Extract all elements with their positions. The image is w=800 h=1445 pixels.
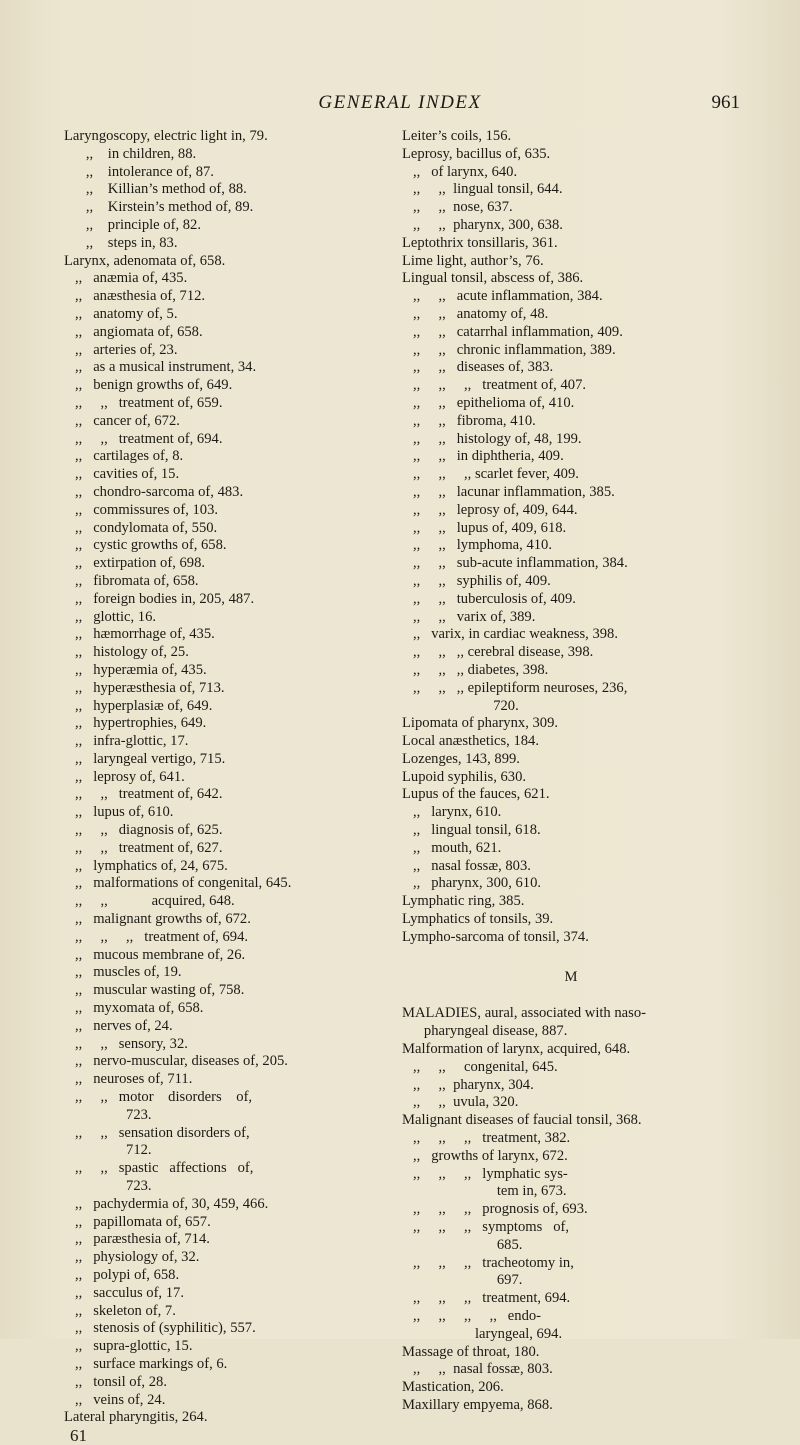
index-entry: ,, ,, ,, cerebral disease, 398. <box>402 644 594 661</box>
index-entry: ,, hyperplasiæ of, 649. <box>64 697 213 714</box>
index-entry: ,, ,, nose, 637. <box>402 199 513 216</box>
index-entry: ,, cavities of, 15. <box>64 466 180 483</box>
index-entry: ,, ,, anatomy of, 48. <box>402 305 549 322</box>
index-entry: Massage of throat, 180. <box>402 1343 540 1360</box>
index-entry: ,, ,, ,, treatment, 694. <box>402 1290 571 1307</box>
index-entry: Lozenges, 143, 899. <box>402 750 520 767</box>
index-entry: ,, ,, catarrhal inflammation, 409. <box>402 323 623 340</box>
index-entry: laryngeal, 694. <box>402 1325 563 1342</box>
index-entry: ,, ,, sensory, 32. <box>64 1035 188 1052</box>
index-entry: ,, hyperæmia of, 435. <box>64 661 207 678</box>
index-entry: ,, extirpation of, 698. <box>64 555 206 572</box>
index-entry: ,, growths of larynx, 672. <box>402 1147 568 1164</box>
index-entry: ,, neuroses of, 711. <box>64 1071 193 1088</box>
index-entry: ,, ,, ,, treatment, 382. <box>402 1130 571 1147</box>
index-entry: ,, ,, spastic affections of, <box>64 1160 254 1177</box>
index-entry: ,, ,, histology of, 48, 199. <box>402 430 582 447</box>
index-entry: Lime light, author’s, 76. <box>402 252 544 269</box>
signature-mark: 61 <box>70 1426 87 1445</box>
index-entry: 723. <box>64 1106 152 1123</box>
index-entry: ,, leprosy of, 641. <box>64 768 185 785</box>
running-title: GENERAL INDEX <box>318 92 482 113</box>
index-entry: ,, stenosis of (syphilitic), 557. <box>64 1320 256 1337</box>
index-entry: ,, in children, 88. <box>64 145 197 162</box>
index-entry: ,, ,, syphilis of, 409. <box>402 572 551 589</box>
index-entry: ,, cystic growths of, 658. <box>64 537 227 554</box>
index-entry: ,, surface markings of, 6. <box>64 1355 228 1372</box>
index-entry: ,, tonsil of, 28. <box>64 1373 167 1390</box>
index-entry: Maxillary empyema, 868. <box>402 1396 553 1413</box>
index-entry: ,, varix, in cardiac weakness, 398. <box>402 626 618 643</box>
index-entry: ,, ,, treatment of, 627. <box>64 839 223 856</box>
index-entry: ,, ,, uvula, 320. <box>402 1094 519 1111</box>
index-entry: Lateral pharyngitis, 264. <box>64 1409 208 1426</box>
index-entry: ,, paræsthesia of, 714. <box>64 1231 210 1248</box>
index-entry: ,, veins of, 24. <box>64 1391 166 1408</box>
index-entry: ,, ,, treatment of, 642. <box>64 786 223 803</box>
index-entry: ,, ,, ,, scarlet fever, 409. <box>402 466 579 483</box>
index-entry: ,, muscular wasting of, 758. <box>64 982 245 999</box>
index-entry: ,, of larynx, 640. <box>402 163 518 180</box>
index-entry: ,, cancer of, 672. <box>64 412 180 429</box>
index-entry: ,, foreign bodies in, 205, 487. <box>64 590 255 607</box>
page-number: 961 <box>711 92 740 113</box>
index-entry: ,, ,, sensation disorders of, <box>64 1124 250 1141</box>
index-entry: Lupus of the fauces, 621. <box>402 786 550 803</box>
index-entry: ,, intolerance of, 87. <box>64 163 214 180</box>
index-entry: 723. <box>64 1178 152 1195</box>
index-entry: ,, ,, chronic inflammation, 389. <box>402 341 616 358</box>
index-entry: Larynx, adenomata of, 658. <box>64 252 226 269</box>
index-entry: Lupoid syphilis, 630. <box>402 768 527 785</box>
index-entry: ,, ,, pharynx, 304. <box>402 1076 534 1093</box>
index-entry: ,, ,, ,, tracheotomy in, <box>402 1254 574 1271</box>
index-entry: Lingual tonsil, abscess of, 386. <box>402 270 584 287</box>
index-entry: ,, chondro-sarcoma of, 483. <box>64 483 244 500</box>
index-entry: ,, ,, acquired, 648. <box>64 893 235 910</box>
index-entry: ,, commissures of, 103. <box>64 501 219 518</box>
index-entry: ,, lymphatics of, 24, 675. <box>64 857 228 874</box>
index-entry: ,, ,, ,, epileptiform neuroses, 236, <box>402 679 628 696</box>
index-entry: ,, lingual tonsil, 618. <box>402 822 541 839</box>
index-entry: ,, muscles of, 19. <box>64 964 182 981</box>
index-entry: ,, ,, lymphoma, 410. <box>402 537 552 554</box>
index-entry: ,, ,, treatment of, 659. <box>64 394 223 411</box>
index-entry: 712. <box>64 1142 152 1159</box>
index-entry: ,, nasal fossæ, 803. <box>402 857 531 874</box>
index-entry: ,, principle of, 82. <box>64 216 201 233</box>
index-entry: ,, ,, diagnosis of, 625. <box>64 822 223 839</box>
index-entry: ,, as a musical instrument, 34. <box>64 359 257 376</box>
index-entry: ,, larynx, 610. <box>402 804 502 821</box>
index-entry: ,, hypertrophies, 649. <box>64 715 207 732</box>
index-entry: ,, ,, varix of, 389. <box>402 608 536 625</box>
index-entry: ,, benign growths of, 649. <box>64 377 233 394</box>
index-entry: 697. <box>402 1272 523 1289</box>
index-entry: tem in, 673. <box>402 1183 567 1200</box>
index-entry: ,, histology of, 25. <box>64 644 189 661</box>
index-entry: ,, nervo-muscular, diseases of, 205. <box>64 1053 288 1070</box>
index-entry: ,, ,, treatment of, 694. <box>64 430 223 447</box>
index-entry: ,, anatomy of, 5. <box>64 305 178 322</box>
index-entry: ,, malignant growths of, 672. <box>64 911 251 928</box>
index-entry: ,, laryngeal vertigo, 715. <box>64 750 226 767</box>
index-entry: Leptothrix tonsillaris, 361. <box>402 234 558 251</box>
page-header <box>0 92 800 116</box>
index-entry: Leiter’s coils, 156. <box>402 128 512 144</box>
index-entry: ,, lupus of, 610. <box>64 804 174 821</box>
index-entry: ,, ,, congenital, 645. <box>402 1058 558 1075</box>
index-entry: ,, fibromata of, 658. <box>64 572 199 589</box>
index-entry: Local anæsthetics, 184. <box>402 733 539 750</box>
index-entry: ,, ,, ,, treatment of, 407. <box>402 377 587 394</box>
index-entry: ,, steps in, 83. <box>64 234 178 251</box>
index-entry: ,, Killian’s method of, 88. <box>64 181 247 198</box>
index-entry: ,, infra-glottic, 17. <box>64 733 189 750</box>
index-entry: ,, pachydermia of, 30, 459, 466. <box>64 1195 269 1212</box>
index-entry: Malignant diseases of faucial tonsil, 368. <box>402 1112 642 1129</box>
index-column-left <box>64 128 394 1445</box>
index-entry: ,, pharynx, 300, 610. <box>402 875 542 892</box>
index-entry: ,, ,, acute inflammation, 384. <box>402 288 603 305</box>
section-letter: M <box>564 968 578 985</box>
index-entry: ,, myxomata of, 658. <box>64 1000 204 1017</box>
index-entry: ,, papillomata of, 657. <box>64 1213 211 1230</box>
index-entry: ,, nerves of, 24. <box>64 1017 173 1034</box>
index-entry: ,, ,, ,, ,, endo- <box>402 1308 542 1324</box>
index-entry: ,, ,, nasal fossæ, 803. <box>402 1361 553 1378</box>
index-entry: ,, ,, pharynx, 300, 638. <box>402 216 563 233</box>
index-entry: ,, malformations of congenital, 645. <box>64 875 292 892</box>
index-entry: ,, ,, in diphtheria, 409. <box>402 448 564 465</box>
index-entry: ,, hæmorrhage of, 435. <box>64 626 215 643</box>
index-entry: ,, ,, tuberculosis of, 409. <box>402 590 576 607</box>
index-entry: ,, cartilages of, 8. <box>64 448 184 465</box>
index-entry: ,, ,, epithelioma of, 410. <box>402 394 575 411</box>
index-entry: pharyngeal disease, 887. <box>402 1023 568 1040</box>
index-entry: Mastication, 206. <box>402 1379 504 1396</box>
index-entry: ,, ,, lupus of, 409, 618. <box>402 519 567 536</box>
index-entry: Lipomata of pharynx, 309. <box>402 715 559 732</box>
index-entry: ,, ,, ,, symptoms of, <box>402 1219 570 1236</box>
index-entry: Lymphatics of tonsils, 39. <box>402 911 554 928</box>
index-entry: ,, glottic, 16. <box>64 608 157 625</box>
index-entry: 685. <box>402 1236 523 1253</box>
index-entry: ,, ,, ,, prognosis of, 693. <box>402 1201 588 1218</box>
index-entry: ,, ,, diseases of, 383. <box>402 359 554 376</box>
index-entry: ,, physiology of, 32. <box>64 1249 200 1266</box>
index-entry: ,, ,, ,, diabetes, 398. <box>402 661 549 678</box>
index-entry: ,, sacculus of, 17. <box>64 1284 184 1301</box>
index-entry: ,, skeleton of, 7. <box>64 1302 176 1319</box>
index-entry: Lymphatic ring, 385. <box>402 893 525 910</box>
index-entry: 720. <box>402 697 519 714</box>
index-entry: ,, anæsthesia of, 712. <box>64 288 206 305</box>
index-entry: ,, angiomata of, 658. <box>64 323 203 340</box>
index-entry: MALADIES, aural, associated with naso- <box>402 1005 646 1022</box>
index-entry: ,, ,, fibroma, 410. <box>402 412 536 429</box>
index-entry: ,, mucous membrane of, 26. <box>64 946 246 963</box>
index-entry: ,, ,, lingual tonsil, 644. <box>402 181 563 198</box>
index-entry: Malformation of larynx, acquired, 648. <box>402 1041 631 1058</box>
index-entry: ,, hyperæsthesia of, 713. <box>64 679 225 696</box>
index-entry: ,, anæmia of, 435. <box>64 270 188 287</box>
index-entry: Laryngoscopy, electric light in, 79. <box>64 128 268 144</box>
index-entry: ,, ,, lacunar inflammation, 385. <box>402 483 615 500</box>
index-entry: ,, supra-glottic, 15. <box>64 1338 193 1355</box>
index-entry: ,, ,, leprosy of, 409, 644. <box>402 501 578 518</box>
index-entry: ,, condylomata of, 550. <box>64 519 218 536</box>
index-entry: ,, ,, ,, treatment of, 694. <box>64 928 249 945</box>
index-entry: ,, Kirstein’s method of, 89. <box>64 199 254 216</box>
index-column-right <box>402 128 740 1415</box>
index-entry: ,, ,, ,, lymphatic sys- <box>402 1165 568 1182</box>
index-entry: ,, polypi of, 658. <box>64 1267 180 1283</box>
index-entry: ,, mouth, 621. <box>402 839 502 856</box>
index-entry: Lympho-sarcoma of tonsil, 374. <box>402 928 589 945</box>
index-entry: Leprosy, bacillus of, 635. <box>402 145 551 162</box>
index-entry: ,, ,, sub-acute inflammation, 384. <box>402 555 628 572</box>
index-entry: ,, arteries of, 23. <box>64 341 178 358</box>
index-entry: ,, ,, motor disorders of, <box>64 1089 253 1106</box>
